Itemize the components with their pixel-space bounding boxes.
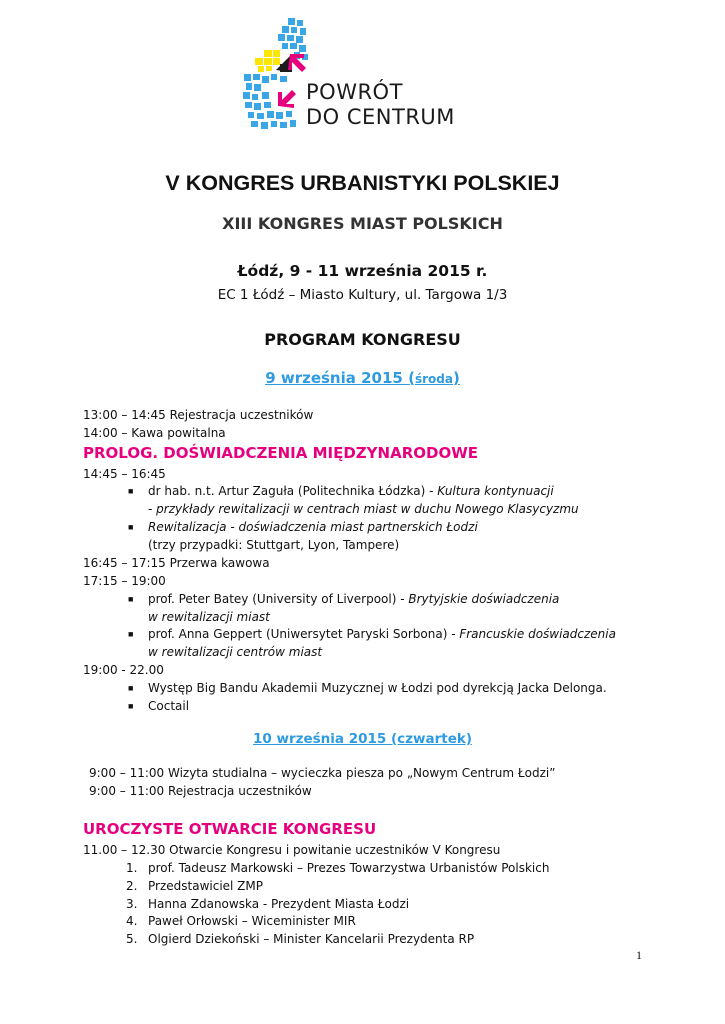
opening-heading: UROCZYSTE OTWARCIE KONGRESU — [83, 820, 377, 838]
bullet-icon: ■ — [128, 683, 134, 693]
list-number: 3. — [126, 897, 138, 911]
day2-heading: 10 września 2015 (czwartek) — [252, 731, 472, 747]
list-number: 4. — [126, 914, 138, 928]
schedule-line: 14:00 – Kawa powitalna — [83, 426, 226, 440]
congress-subtitle: XIII KONGRES MIAST POLSKICH — [222, 214, 503, 233]
congress-date: Łódź, 9 - 11 września 2015 r. — [237, 262, 488, 280]
list-number: 2. — [126, 879, 138, 893]
schedule-line: 16:45 – 17:15 Przerwa kawowa — [83, 556, 270, 570]
list-item: dr hab. n.t. Artur Zaguła (Politechnika Łódzka) - Kultura kontynuacji — [148, 484, 554, 498]
list-item-continuation: (trzy przypadki: Stuttgart, Lyon, Tampere) — [148, 538, 400, 552]
congress-title: V KONGRES URBANISTYKI POLSKIEJ — [165, 171, 560, 195]
schedule-time: 17:15 – 19:00 — [83, 574, 166, 588]
schedule-time: 19:00 - 22.00 — [83, 663, 164, 677]
list-item: Rewitalizacja - doświadczenia miast partnerskich Łodzi — [148, 520, 478, 534]
prolog-heading: PROLOG. DOŚWIADCZENIA MIĘDZYNARODOWE — [83, 444, 478, 462]
list-item-continuation: w rewitalizacji centrów miast — [148, 645, 323, 659]
day1-heading: 9 września 2015 (środa) — [265, 369, 460, 387]
bullet-icon: ■ — [128, 486, 134, 496]
list-item: Paweł Orłowski – Wiceminister MIR — [148, 914, 356, 928]
list-item: prof. Peter Batey (University of Liverpool) - Brytyjskie doświadczenia — [148, 592, 560, 606]
bullet-icon: ■ — [128, 701, 134, 711]
list-item: Coctail — [148, 699, 190, 713]
list-number: 5. — [126, 932, 138, 946]
schedule-line: 9:00 – 11:00 Wizyta studialna – wycieczka piesza po „Nowym Centrum Łodzi” — [89, 766, 556, 780]
logo-line-1: POWRÓT — [306, 80, 403, 104]
logo-mosaic-icon — [240, 14, 310, 134]
logo-line-2: DO CENTRUM — [306, 105, 455, 129]
schedule-line: 13:00 – 14:45 Rejestracja uczestników — [83, 408, 314, 422]
list-item: Występ Big Bandu Akademii Muzycznej w Łodzi pod dyrekcją Jacka Delonga. — [148, 681, 607, 695]
list-item-continuation: - przykłady rewitalizacji w centrach miast w duchu Nowego Klasycyzmu — [148, 502, 579, 516]
bullet-icon: ■ — [128, 629, 134, 639]
bullet-icon: ■ — [128, 594, 134, 604]
list-item-continuation: w rewitalizacji miast — [148, 610, 270, 624]
list-item: prof. Tadeusz Markowski – Prezes Towarzystwa Urbanistów Polskich — [148, 861, 550, 875]
bullet-icon: ■ — [128, 522, 134, 532]
congress-venue: EC 1 Łódź – Miasto Kultury, ul. Targowa 1/3 — [217, 287, 508, 303]
list-number: 1. — [126, 861, 138, 875]
list-item: Przedstawiciel ZMP — [148, 879, 263, 893]
schedule-line: 11.00 – 12.30 Otwarcie Kongresu i powitanie uczestników V Kongresu — [83, 843, 501, 857]
schedule-line: 9:00 – 11:00 Rejestracja uczestników — [89, 784, 312, 798]
congress-logo — [240, 14, 490, 134]
program-heading: PROGRAM KONGRESU — [264, 330, 461, 349]
schedule-time: 14:45 – 16:45 — [83, 467, 166, 481]
list-item: Hanna Zdanowska - Prezydent Miasta Łodzi — [148, 897, 410, 911]
list-item: prof. Anna Geppert (Uniwersytet Paryski Sorbona) - Francuskie doświadczenia — [148, 627, 616, 641]
list-item: Olgierd Dziekoński – Minister Kancelarii Prezydenta RP — [148, 932, 475, 946]
page-number: 1 — [636, 948, 642, 962]
